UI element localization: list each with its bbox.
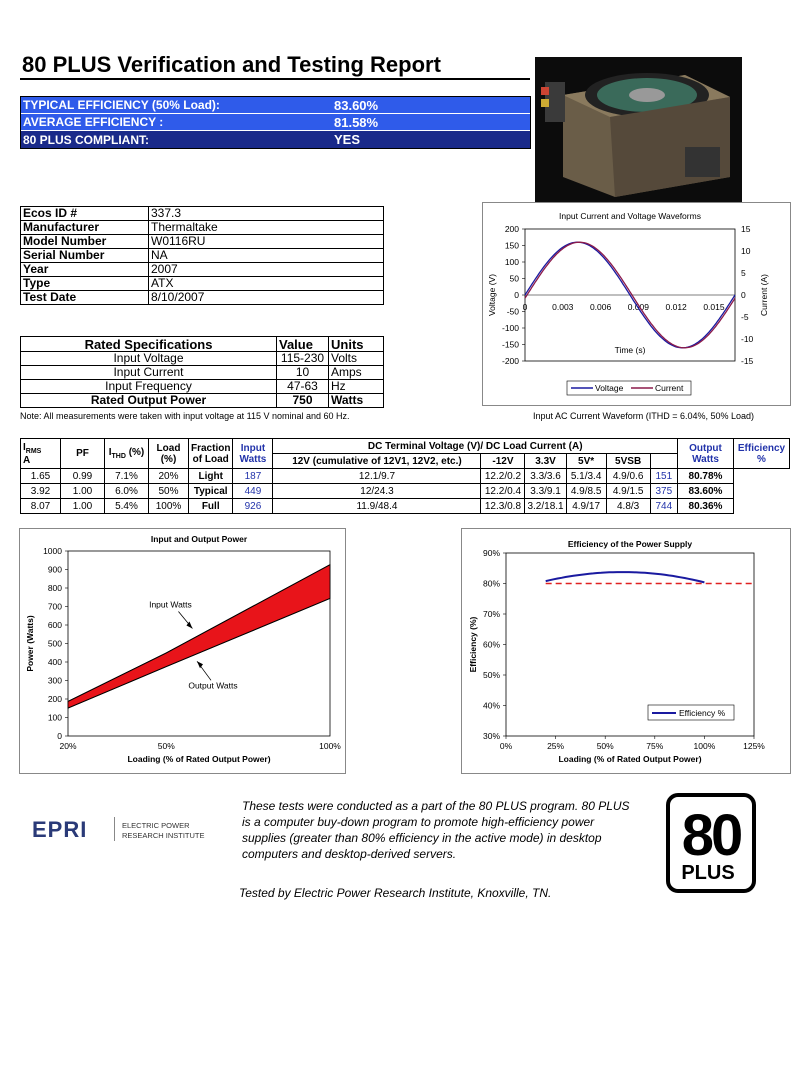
y-axis-label: Efficiency (%) (468, 616, 478, 673)
y-axis-label: Voltage (V) (487, 273, 497, 317)
cell-output: 744 (650, 499, 677, 514)
output-watts-header: Output Watts (678, 439, 734, 469)
chart-title: Input Current and Voltage Waveforms (559, 211, 701, 221)
5vsb-header: 5VSB (606, 454, 650, 469)
measurement-note: Note: All measurements were taken with input voltage at 115 V nominal and 60 Hz. (20, 411, 350, 421)
y-tick-label: 400 (47, 657, 62, 667)
cell-irms: 8.07 (21, 499, 61, 514)
cell-5v: 5.1/3.4 (566, 469, 606, 484)
cell-input: 926 (233, 499, 273, 514)
cell-input: 449 (233, 484, 273, 499)
rated-value: 750 (277, 394, 329, 408)
minus12v-header: -12V (481, 454, 525, 469)
y-tick-label: 200 (504, 224, 519, 234)
x-axis-label: Loading (% of Rated Output Power) (127, 754, 271, 764)
output-watts-annotation: Output Watts (188, 680, 238, 691)
cell-minus12v: 12.3/0.8 (481, 499, 525, 514)
cell-3v3: 3.3/9.1 (525, 484, 566, 499)
cell-ithd: 7.1% (105, 469, 149, 484)
rated-units-header: Units (329, 337, 384, 352)
power-chart (20, 529, 345, 773)
efficiency-chart-panel (461, 528, 791, 774)
cell-5v: 4.9/17 (566, 499, 606, 514)
x-tick-label: 100% (693, 741, 716, 751)
80plus-logo (666, 793, 756, 893)
y2-tick-label: 15 (741, 224, 751, 234)
y-tick-label: 80% (482, 578, 500, 589)
y-tick-label: -150 (501, 339, 519, 350)
compliant-value: YES (334, 132, 361, 147)
cell-irms: 3.92 (21, 484, 61, 499)
rated-value: 47-63 (277, 380, 329, 394)
info-value: 8/10/2007 (149, 291, 384, 305)
3v3-header: 3.3V (525, 454, 566, 469)
efficiency-chart (462, 529, 790, 773)
waveform-chart-panel (482, 202, 791, 406)
cell-5vsb: 4.9/1.5 (606, 484, 650, 499)
y-tick-label: 300 (47, 675, 62, 686)
logo-word: PLUS (681, 862, 735, 884)
irms-header: $I_{RMS}$ A (21, 439, 61, 469)
program-description: These tests were conducted as a part of the 80 PLUS program. 80 PLUS is a computer buy-down program to promote high-efficiency power supplies (greater than 80% efficiency in the active mode) in desktop computers and desktop-derived servers. (242, 799, 630, 861)
psu-photo (535, 57, 742, 206)
y-tick-label: 0 (57, 731, 62, 741)
y2-tick-label: 5 (741, 268, 746, 278)
y2-tick-label: 10 (741, 246, 751, 256)
cell-ithd: 6.0% (105, 484, 149, 499)
rated-spec: Input Frequency (21, 380, 277, 394)
waveform-caption: Input AC Current Waveform (ITHD = 6.04%, 50% Load) (533, 411, 755, 421)
info-value: W0116RU (149, 235, 384, 249)
page-title: 80 PLUS Verification and Testing Report (22, 52, 441, 77)
test-results-table (20, 438, 790, 514)
rated-spec-header: Rated Specifications (21, 337, 277, 352)
x-tick-label: 100% (319, 741, 341, 751)
rated-spec: Rated Output Power (21, 394, 277, 408)
efficiency-summary (20, 96, 531, 149)
cell-efficiency: 80.36% (678, 499, 734, 514)
info-value: 2007 (149, 263, 384, 277)
y2-axis-label: Current (A) (759, 273, 769, 317)
info-value: NA (149, 249, 384, 263)
logo-number: 80 (681, 803, 741, 868)
y-tick-label: 90% (482, 548, 500, 558)
legend-label: Efficiency % (679, 708, 726, 718)
y-tick-label: 50% (482, 670, 500, 680)
cell-ithd: 5.4% (105, 499, 149, 514)
average-efficiency-row (21, 114, 530, 131)
y-axis-label: Power (Watts) (25, 615, 35, 672)
title-underline (20, 78, 530, 80)
x-tick-label: 0.003 (552, 302, 574, 312)
y-tick-label: 700 (47, 601, 62, 612)
y2-tick-label: 0 (741, 290, 746, 300)
compliant-row (21, 131, 530, 148)
fraction-header: Fraction of Load (189, 439, 233, 469)
legend-label: Current (655, 383, 684, 393)
y-tick-label: 1000 (43, 546, 62, 556)
cell-12v: 12.1/9.7 (273, 469, 481, 484)
input-watts-annotation: Input Watts (149, 599, 192, 610)
cell-load: 100% (149, 499, 189, 514)
table-row (21, 235, 384, 249)
table-row (21, 380, 384, 394)
cell-3v3: 3.2/18.1 (525, 499, 566, 514)
table-row (21, 221, 384, 235)
rated-units: Watts (329, 394, 384, 408)
y2-tick-label: -5 (741, 312, 749, 322)
table-row (21, 499, 790, 514)
y2-tick-label: -15 (741, 356, 754, 366)
typical-efficiency-label: TYPICAL EFFICIENCY (50% Load): (23, 98, 220, 112)
cell-5vsb: 4.8/3 (606, 499, 650, 514)
epri-line1: ELECTRIC POWER (122, 821, 190, 830)
info-value: ATX (149, 277, 384, 291)
12v-header: 12V (cumulative of 12V1, 12V2, etc.) (273, 454, 481, 469)
dc-terminal-header: DC Terminal Voltage (V)/ DC Load Current (A) (273, 439, 678, 454)
cell-12v: 12/24.3 (273, 484, 481, 499)
x-tick-label: 50% (596, 741, 614, 751)
x-tick-label: 0.012 (665, 302, 687, 312)
y-tick-label: -100 (501, 323, 519, 333)
unit-info-table (20, 206, 384, 305)
x-axis-label: Time (s) (614, 345, 646, 355)
y2-tick-label: -10 (741, 334, 754, 344)
table-row (21, 263, 384, 277)
rated-units: Amps (329, 366, 384, 380)
cell-pf: 1.00 (61, 499, 105, 514)
x-tick-label: 75% (646, 741, 664, 751)
epri-mark: EPRI (32, 817, 88, 842)
cell-efficiency: 80.78% (678, 469, 734, 484)
y-tick-label: 500 (47, 638, 62, 649)
y-tick-label: 0 (514, 290, 519, 300)
tested-by: Tested by Electric Power Research Institute, Knoxville, TN. (239, 886, 552, 900)
table-row (21, 394, 384, 408)
rated-units: Volts (329, 352, 384, 366)
x-tick-label: 50% (157, 741, 175, 751)
pf-header: PF (61, 439, 105, 469)
cell-minus12v: 12.2/0.4 (481, 484, 525, 499)
x-tick-label: 125% (743, 741, 765, 751)
cell-3v3: 3.3/3.6 (525, 469, 566, 484)
waveform-chart (483, 203, 790, 405)
cell-minus12v: 12.2/0.2 (481, 469, 525, 484)
cell-fraction: Full (189, 499, 233, 514)
x-tick-label: 25% (547, 741, 565, 751)
cell-efficiency: 83.60% (678, 484, 734, 499)
rated-units: Hz (329, 380, 384, 394)
table-row (21, 352, 384, 366)
y-tick-label: 30% (482, 731, 500, 741)
y-tick-label: 100 (504, 257, 519, 267)
average-efficiency-label: AVERAGE EFFICIENCY : (23, 115, 164, 129)
y-tick-label: 60% (482, 639, 500, 650)
x-axis-label: Loading (% of Rated Output Power) (558, 754, 702, 764)
x-tick-label: 0.006 (589, 302, 612, 312)
info-key: Year (21, 263, 149, 277)
cell-output: 151 (650, 469, 677, 484)
y-tick-label: 70% (482, 609, 500, 619)
power-chart-panel (19, 528, 346, 774)
input-watts-header: Input Watts (233, 439, 273, 469)
cell-load: 50% (149, 484, 189, 499)
legend-label: Voltage (595, 383, 624, 393)
cell-fraction: Light (189, 469, 233, 484)
rated-specifications-table (20, 336, 384, 408)
cell-12v: 11.9/48.4 (273, 499, 481, 514)
epri-line2: RESEARCH INSTITUTE (122, 831, 205, 840)
table-row (21, 366, 384, 380)
rated-value-header: Value (277, 337, 329, 352)
average-efficiency-value: 81.58% (334, 114, 379, 130)
table-row (21, 484, 790, 499)
cell-5v: 4.9/8.5 (566, 484, 606, 499)
typical-efficiency-value: 83.60% (334, 97, 379, 113)
info-key: Type (21, 277, 149, 291)
cell-5vsb: 4.9/0.6 (606, 469, 650, 484)
table-row (21, 469, 790, 484)
5v-header: 5V* (566, 454, 606, 469)
cell-output: 375 (650, 484, 677, 499)
info-value: 337.3 (149, 207, 384, 221)
info-key: Serial Number (21, 249, 149, 263)
x-tick-label: 20% (59, 741, 77, 751)
x-tick-label: 0.015 (703, 302, 725, 312)
info-key: Test Date (21, 291, 149, 305)
y-tick-label: 200 (47, 694, 62, 704)
y-tick-label: 800 (47, 583, 62, 593)
rated-spec: Input Current (21, 366, 277, 380)
rated-value: 115-230 (277, 352, 329, 366)
x-tick-label: 0.009 (627, 302, 650, 312)
y-tick-label: 100 (47, 712, 62, 723)
cell-pf: 0.99 (61, 469, 105, 484)
cell-irms: 1.65 (21, 469, 61, 484)
typical-efficiency-row (21, 97, 530, 114)
cell-input: 187 (233, 469, 273, 484)
cell-pf: 1.00 (61, 484, 105, 499)
compliant-label: 80 PLUS COMPLIANT: (23, 132, 150, 147)
y-tick-label: 40% (482, 700, 500, 711)
table-row (21, 291, 384, 305)
y-tick-label: -200 (501, 356, 519, 366)
epri-logo (32, 815, 212, 845)
y-tick-label: 600 (47, 620, 62, 630)
table-row (21, 207, 384, 221)
table-row (21, 277, 384, 291)
info-key: Model Number (21, 235, 149, 249)
cell-fraction: Typical (189, 484, 233, 499)
chart-title: Efficiency of the Power Supply (567, 539, 693, 549)
chart-title: Input and Output Power (150, 534, 248, 544)
info-key: Manufacturer (21, 221, 149, 235)
table-header-row (21, 439, 790, 454)
rated-value: 10 (277, 366, 329, 380)
y-tick-label: 50 (509, 273, 519, 284)
y-tick-label: 150 (504, 240, 519, 251)
info-value: Thermaltake (149, 221, 384, 235)
y-tick-label: -50 (506, 306, 519, 317)
rated-spec: Input Voltage (21, 352, 277, 366)
table-row (21, 249, 384, 263)
table-header-row (21, 337, 384, 352)
x-tick-label: 0 (522, 302, 528, 312)
x-tick-label: 0% (499, 741, 513, 751)
cell-load: 20% (149, 469, 189, 484)
ithd-header: $I_{THD}$ (%) (105, 439, 149, 469)
load-header: Load (%) (149, 439, 189, 469)
info-key: Ecos ID # (21, 207, 149, 221)
efficiency-header: Efficiency % (734, 439, 790, 469)
y-tick-label: 900 (47, 564, 62, 575)
